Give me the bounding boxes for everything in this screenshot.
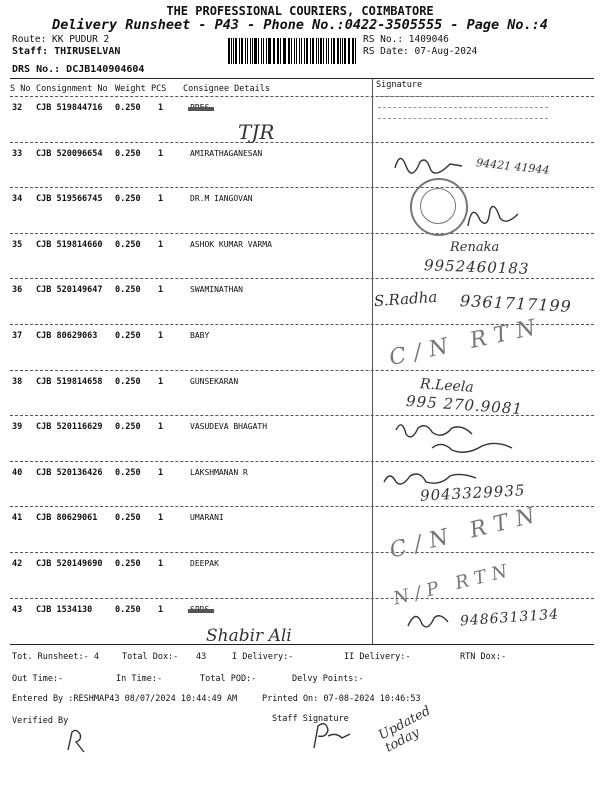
barcode-bar [323, 38, 324, 64]
row-pcs: 1 [158, 331, 164, 341]
row-pcs: 1 [158, 239, 164, 250]
row-pcs: 1 [158, 559, 164, 569]
row-name: VASUDEVA BHAGATH [190, 422, 268, 432]
out-time: Out Time:- [12, 674, 64, 684]
hand-r36-name: S.Radha [373, 287, 438, 311]
row-weight: 0.250 [115, 422, 141, 433]
barcode-bar [277, 38, 279, 64]
barcode-bar [348, 38, 349, 64]
barcode-bar [252, 38, 253, 64]
barcode-bar [283, 38, 284, 64]
row-pcs: 1 [158, 604, 164, 615]
row-weight: 0.250 [115, 559, 141, 569]
row-cons: CJB 519566745 [36, 194, 103, 205]
row-sno: 43 [12, 604, 23, 615]
barcode-bar [280, 38, 281, 64]
round-stamp-inner [420, 188, 456, 224]
printed-on: Printed On: 07-08-2024 10:46:53 [262, 694, 421, 704]
signature-r34-image [460, 196, 530, 232]
col-pcs: PCS [151, 84, 167, 94]
total-pod: Total POD:- [200, 674, 257, 684]
row-pcs: 1 [158, 467, 164, 478]
row-cons: CJB 520149647 [36, 285, 103, 296]
col-sno: S No [10, 84, 31, 94]
row-cons: CJB 80629061 [36, 513, 98, 524]
row-cons: CJB 519814660 [36, 239, 103, 250]
barcode-image [228, 38, 358, 64]
row-separator [10, 370, 594, 371]
barcode-bar [340, 38, 341, 64]
row-name: GUNSEKARAN [190, 376, 239, 386]
runsheet-title: Delivery Runsheet - P43 - Phone No.:0422-3505555 - Page No.:4 [52, 17, 548, 33]
row-weight: 0.250 [115, 467, 141, 478]
signature-r40-image [380, 468, 530, 492]
entered-by: Entered By :RESHMAP43 08/07/2024 10:44:49 AM [12, 694, 238, 704]
barcode-bar [284, 38, 286, 64]
verified-by: Verified By [12, 716, 69, 726]
verified-signature-image [62, 726, 92, 756]
row-weight: 0.250 [115, 285, 141, 296]
row-sno: 35 [12, 239, 23, 250]
staff-signature-image [308, 720, 358, 754]
row-cons: CJB 520136426 [36, 467, 103, 478]
row-name: UMARANI [190, 513, 224, 523]
hand-r38-name: R.Leela [419, 376, 475, 396]
strikeout-mark [188, 609, 214, 613]
barcode-bar [294, 38, 296, 64]
row-sno: 33 [12, 148, 23, 159]
hand-r43-phone: 9486313134 [459, 606, 560, 630]
row-separator [10, 552, 594, 553]
barcode-bar [331, 38, 332, 64]
barcode-bar [235, 38, 237, 64]
barcode-bar [296, 38, 297, 64]
barcode-bar [328, 38, 329, 64]
signature-r39-image [392, 418, 522, 458]
hand-r42: N/P RTN [391, 559, 516, 610]
barcode-bar [231, 38, 232, 64]
hand-r38-phone: 995 270.9081 [405, 391, 524, 419]
rs-date: RS Date: 07-Aug-2024 [363, 46, 478, 57]
barcode-bar [326, 38, 328, 64]
address-stamp [378, 96, 558, 140]
col-weight: Weight [115, 84, 146, 94]
signature-r33-image [390, 148, 470, 178]
barcode-bar [239, 38, 240, 64]
barcode-bar [258, 38, 260, 64]
barcode-bar [245, 38, 247, 64]
barcode-bar [306, 38, 308, 64]
barcode-bar [301, 38, 302, 64]
row-weight: 0.250 [115, 103, 141, 113]
barcode-bar [344, 38, 346, 64]
barcode-bar [333, 38, 335, 64]
row-weight: 0.250 [115, 331, 141, 341]
row-weight: 0.250 [115, 376, 141, 387]
company-title: THE PROFESSIONAL COURIERS, COIMBATORE [166, 4, 434, 18]
barcode-bar [250, 38, 251, 64]
barcode-bar [274, 38, 275, 64]
staff-signature-label: Staff Signature [272, 714, 349, 724]
barcode-bar [304, 38, 306, 64]
row-separator [10, 142, 594, 143]
row-sno: 41 [12, 513, 23, 524]
total-dox-label: Total Dox:- [122, 652, 179, 662]
hand-r35-phone: 9952460183 [423, 256, 530, 278]
row-separator [10, 461, 594, 462]
row-cons: CJB 1534130 [36, 604, 93, 615]
barcode-bar [241, 38, 243, 64]
barcode-bar [312, 38, 314, 64]
row-sno: 40 [12, 467, 23, 478]
barcode-bar [318, 38, 319, 64]
row-pcs: 1 [158, 422, 164, 433]
row-weight: 0.250 [115, 513, 141, 524]
drs-number: DRS No.: DCJB140904604 [12, 64, 145, 75]
row-separator [10, 506, 594, 507]
barcode-bar [273, 38, 274, 64]
i-delivery: I Delivery:- [232, 652, 294, 662]
barcode-bar [233, 38, 234, 64]
row-cons: CJB 520149690 [36, 559, 103, 569]
row-weight: 0.250 [115, 148, 141, 159]
row-sno: 38 [12, 376, 23, 387]
delvy-points: Delvy Points:- [292, 674, 364, 684]
row-sno: 37 [12, 331, 23, 341]
row-cons: CJB 519814658 [36, 376, 103, 387]
row-name: SWAMINATHAN [190, 285, 243, 295]
barcode-bar [291, 38, 292, 64]
barcode-bar [352, 38, 354, 64]
hand-r33-phone: 94421 41944 [475, 156, 550, 177]
hand-r36-phone: 9361717199 [459, 291, 573, 316]
barcode-bar [342, 38, 343, 64]
row-name: BABY [190, 331, 210, 340]
row-name: DR.M IANGOVAN [190, 194, 253, 204]
barcode-bar [349, 38, 350, 64]
barcode-bar [337, 38, 339, 64]
row-cons: CJB 520096654 [36, 148, 103, 159]
hand-staff-note: Updated today [376, 703, 434, 756]
hand-r41: C/N RTN [387, 501, 546, 564]
row-pcs: 1 [158, 285, 164, 296]
row-separator [10, 233, 594, 234]
col-signature: Signature [376, 80, 423, 90]
staff-label: Staff: THIRUSELVAN [12, 46, 121, 57]
row-weight: 0.250 [115, 194, 141, 205]
barcode-bar [320, 38, 322, 64]
row-separator [10, 278, 594, 279]
ii-delivery: II Delivery:- [344, 652, 411, 662]
barcode-bar [263, 38, 264, 64]
row-separator [10, 598, 594, 599]
table-bottom-rule [10, 644, 594, 645]
row-name: AMIRATHAGANESAN [190, 148, 263, 158]
row-pcs: 1 [158, 103, 164, 113]
barcode-bar [247, 38, 248, 64]
hand-r37: C/N RTN [387, 313, 546, 372]
tot-runsheet: Tot. Runsheet:- 4 [12, 652, 99, 662]
rs-number: RS No.: 1409046 [363, 34, 449, 45]
row-weight: 0.250 [115, 239, 141, 250]
row-name: DEEPAK [190, 559, 219, 568]
row-pcs: 1 [158, 148, 164, 159]
barcode-bar [261, 38, 262, 64]
hand-r32: TJR [238, 120, 275, 144]
row-sno: 39 [12, 422, 23, 433]
signature-r43-image [404, 606, 454, 636]
row-name: LAKSHMANAN R [190, 467, 248, 477]
barcode-bar [316, 38, 317, 64]
barcode-bar [254, 38, 256, 64]
barcode-bar [266, 38, 268, 64]
barcode-bar [355, 38, 356, 64]
hand-r40-phone: 9043329935 [419, 481, 526, 505]
row-sno: 32 [12, 103, 23, 113]
barcode-bar [299, 38, 300, 64]
row-sno: 36 [12, 285, 23, 296]
row-sno: 42 [12, 559, 23, 569]
signature-column-divider [372, 78, 373, 644]
row-weight: 0.250 [115, 604, 141, 615]
total-dox-value: 43 [196, 652, 207, 662]
rtn-dox: RTN Dox:- [460, 652, 507, 662]
barcode-bar [228, 38, 230, 64]
table-top-rule [10, 78, 594, 79]
in-time: In Time:- [116, 674, 163, 684]
barcode-bar [268, 38, 270, 64]
row-cons: CJB 80629063 [36, 331, 98, 341]
row-cons: CJB 519844716 [36, 103, 103, 113]
strikeout-mark [188, 107, 214, 111]
barcode-bar [288, 38, 290, 64]
row-separator [10, 187, 594, 188]
barcode-bar [310, 38, 311, 64]
row-name: ASHOK KUMAR VARMA [190, 239, 272, 249]
hand-r43-name: Shabir Ali [206, 626, 292, 646]
route-label: Route: KK PUDUR 2 [12, 34, 110, 45]
row-cons: CJB 520116629 [36, 422, 103, 433]
row-pcs: 1 [158, 513, 164, 524]
row-pcs: 1 [158, 376, 164, 387]
col-consignment: Consignment No [36, 84, 108, 94]
row-pcs: 1 [158, 194, 164, 205]
col-consignee: Consignee Details [183, 84, 270, 94]
row-sno: 34 [12, 194, 23, 205]
hand-r35-name: Renaka [450, 240, 500, 255]
